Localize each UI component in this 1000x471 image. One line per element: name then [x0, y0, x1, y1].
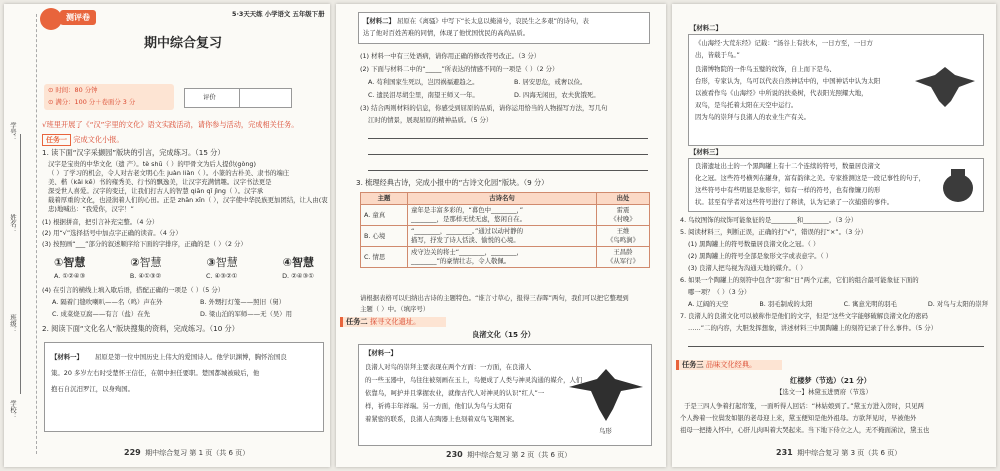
question-4: 4. 鸟纹图饰的纹饰可能象征的是________和________。（3 分）	[680, 216, 858, 224]
question-6-cont: 哪一项？（ ）（3 分）	[688, 288, 751, 296]
material-line: 良渚博物院的一件鸟玉璧的纹饰，自上而下是鸟、	[695, 65, 836, 73]
reading-line: 于是三四人争着打起帘笼，一面听得人回话：“林姑娘到了。”黛玉方进入房时，只见两	[684, 402, 924, 410]
sub-question-1: (1) 根据拼音，把引言补充完整。（4 分）	[42, 218, 159, 226]
article-title: 良渚文化（15 分）	[472, 330, 535, 339]
question-6: 6. 如果一个陶罐上的刻符中包含“羽”和“日”两个元素，它们的组合最可能象征下面的	[680, 276, 919, 284]
material-2-label: 【材料二】	[690, 24, 722, 32]
table-row	[361, 226, 650, 247]
option[interactable]: A. 辽阔的天空	[688, 300, 729, 308]
article-line: 的一些玉器中，鸟往往被刻画在玉上，鸟便成了人类与神灵沟通的媒介，人们	[365, 376, 583, 384]
material-line: 化之冠。这些符号横列在罐身，富有韵律之美。专家推测这是一段记事性的句子，	[695, 174, 926, 182]
material-line: 屈原是第一位中国历史上伟大的爱国诗人。他学识渊博，胸怀治国良	[95, 353, 287, 361]
school-label: 学校：	[9, 400, 17, 420]
glyph-option: ①智慧	[54, 256, 86, 269]
option[interactable]: C. 寓意光明的羽毛	[843, 300, 897, 308]
eval-label: 评价	[203, 93, 216, 101]
time-label: ⊙ 时间：80 分钟	[48, 86, 98, 94]
sub-question-2: (2) 下面与材料二中的“_____”所表达的情感不同的一项是（ ）（2 分）	[360, 65, 559, 73]
reading-line: 祖母一把搂入怀中，心肝儿肉叫着大哭起来。当下地下侍立之人，无不掩面涕泣，黛玉也	[680, 426, 930, 434]
table-cell: 王维	[616, 227, 630, 235]
option[interactable]: B. 居安思危，戒奢以俭。	[514, 78, 587, 86]
judgement-item[interactable]: (1) 黑陶罐上的符号数量居良渚文化之冠。（ ）	[688, 240, 820, 248]
page-number: 230	[446, 450, 463, 459]
option[interactable]: D. 四海无闲田，农夫犹饿死。	[514, 91, 600, 99]
page-footer: 期中综合复习 第 1 页（共 6 页）	[145, 449, 250, 457]
option[interactable]: B. 外甥打灯笼——照旧（舅）	[200, 298, 286, 306]
series-label: 5·3天天练 小学语文 五年级下册	[232, 10, 325, 18]
table-cell: C. 情思	[361, 247, 408, 268]
glyph-option: ③智慧	[206, 256, 238, 269]
question-3: 3. 梳理经典古诗，完成小报中的“古诗文化园”版块。（9 分）	[356, 178, 549, 187]
option[interactable]: C. 成菜烧豆腐——有言（盐）在先	[52, 310, 150, 318]
article-line: 良渚人对鸟的崇拜主要表现在两个方面：一方面，在良渚人	[365, 363, 532, 371]
table-cell: 《村晚》	[610, 215, 636, 223]
page-footer: 期中综合复习 第 3 页（共 6 页）	[797, 449, 902, 457]
article-line: 样，祈祷丰年祥瑞。另一方面，他们认为鸟与太阳有	[365, 402, 512, 410]
score-label: ⊙ 满分：100 分＋卷面分 3 分	[48, 98, 136, 106]
task3-title: 品味文化经典。	[705, 360, 757, 369]
table-cell: 《鸟鸣涧》	[607, 236, 639, 244]
material-line: 以被看作鸟《山海经》中所说的扶桑树，代表阳光照耀大地，	[695, 89, 868, 97]
task2-title: 探寻文化遗址。	[369, 317, 421, 326]
table-row	[361, 247, 650, 268]
table-cell: ________”的豪情壮志，令人敬佩。	[411, 257, 511, 265]
eval-box	[184, 88, 292, 108]
table-cell: 《从军行》	[607, 257, 639, 265]
intro-prefix: √班里开展了	[42, 120, 83, 129]
material-line: 因为鸟的崇拜与良渚人的农业生产有关。	[695, 113, 811, 121]
answer-line[interactable]	[368, 138, 648, 139]
task2-label: 任务二	[346, 317, 368, 326]
glyph-option: ②智慧	[130, 256, 162, 269]
question-1: 1. 读下面“汉字采撷园”版块的引言，完成练习。（15 分）	[42, 148, 225, 157]
option[interactable]: A. 苟利国家生死以，岂因祸福避趋之。	[368, 78, 479, 86]
table-row	[361, 205, 650, 226]
table-cell: 描写，抒发了诗人恬淡、愉悦的心境。	[411, 236, 520, 244]
badge: 测评卷	[60, 10, 96, 25]
judgement-item[interactable]: (2) 黑陶罐上的符号全部是象形文字或表意字。（ ）	[688, 252, 833, 260]
material-line: 良渚遗址出土的一个黑陶罐上有十二个连续的符号，数量居良渚文	[695, 162, 881, 170]
material-line: 达了他对百姓苦难的同情，体现了他忧国忧民的高尚品质。	[363, 29, 530, 37]
bird-jade-icon	[913, 65, 977, 109]
option[interactable]: B. ④①③②	[129, 272, 162, 280]
table-cell: B. 心境	[361, 226, 408, 247]
material-2-box	[358, 12, 650, 44]
page-1	[4, 4, 330, 467]
passage-line: 深受世人喜爱。汉字的变迁，让我们打古人的智慧 qiān qǐ jìng（ ）。汉字承	[48, 187, 264, 195]
material-line: 屈原在《离骚》中写下“长太息以掩涕兮，哀民生之多艰”的诗句，表	[397, 17, 589, 25]
page-number: 231	[776, 448, 793, 457]
material-line: 策。20 多岁左右时受楚怀王信任，在朝中担任要职。楚国都城被破后，他	[51, 369, 260, 377]
article-box	[358, 344, 652, 446]
reading-subtitle: 【选文一】林黛玉进贾府（节选）	[776, 388, 872, 396]
table-header: 古诗名句	[408, 193, 597, 205]
material-line: 这些符号中有些明显是象形字，如有一样的符号，也有像镰刀的形	[695, 186, 881, 194]
material-1-label: 【材料一】	[51, 353, 83, 361]
option[interactable]: B. 羽毛制成的太阳	[759, 300, 813, 308]
page-title: 期中综合复习	[144, 36, 223, 51]
material-line: 台形，专家认为，鸟可以代表自然神话中的，中国神话中认为太阳	[695, 77, 881, 85]
reading-title: 红楼梦（节选）（21 分）	[790, 376, 871, 385]
image-caption: 鸟形	[599, 427, 612, 435]
jade-bird-icon	[567, 365, 645, 423]
passage-line: （ ）了学习的机会，令人对古老文明心生 juàn liàn（ ）。小篆的古朴美、隶书的端庄	[48, 169, 290, 177]
student-id-label: 学号：	[9, 122, 17, 142]
sub-question-4: (4) 在引言的横线上填入歇后语，搭配正确的一项是（ ）（5 分）	[42, 286, 225, 294]
table-cell: 童年是丰富多彩的，“暮色中________，”	[411, 206, 524, 214]
task1-title: 完成文化小报。	[73, 135, 124, 144]
table-cell: A. 童真	[361, 205, 408, 226]
sub-question-3: (3) 按照画“___”部分的叙述顺序给下面的字排序，正确的是（ ）（2 分）	[42, 240, 247, 248]
intro-text: 《“汉”字里的文化》语文实践活动，请你参与活动，完成相关任务。	[82, 120, 299, 129]
table-cell: 雷震	[616, 206, 630, 214]
option[interactable]: A. ①②④③	[54, 272, 86, 280]
material-line: 抱石自沉汨罗江，以身殉国。	[51, 385, 135, 393]
table-cell: “________，________。”通过以动衬静的	[411, 227, 524, 235]
judgement-item[interactable]: (3) 良渚人把鸟视为沟通天地的媒介。（ ）	[688, 264, 807, 272]
table-note-cont: 主题（ ）中。（填序号）	[360, 305, 430, 313]
question-7: 7. 良渚人的良渚文化可以被称作是他们的文字，但是“这些文字能够破解良渚文化的密码	[680, 312, 928, 320]
sub-question-2: (2) 用“√”选择括号中加点字正确的读音。（4 分）	[42, 229, 182, 237]
table-note: 请根据表格可以归纳出古诗的主题特色。“谁言寸草心，报得三春晖”两句，我们可以把它整理到	[360, 294, 629, 302]
question-2: 2. 阅读下面“文化名人”版块搜集的资料，完成练习。（10 分）	[42, 324, 239, 333]
option[interactable]: C. 遗民泪尽胡尘里，南望王师又一年。	[368, 91, 479, 99]
question-5: 5. 阅读材料三，判断正误，正确的打“√”，错误的打“×”。（3 分）	[680, 228, 868, 236]
answer-line[interactable]	[368, 170, 648, 171]
answer-line[interactable]	[368, 154, 648, 155]
reading-line: 个人搀着一位鬓发如银的老母迎上来，黛玉便知是他外祖母。方欲拜见时，早被他外	[680, 414, 917, 422]
glyph-option: ④智慧	[282, 256, 314, 269]
passage-line: 美、楷（kǎi kē）书的雍秀美、行书的飘逸美，让汉字充满情趣。汉字书法更是	[48, 178, 272, 186]
material-2-box	[688, 34, 984, 146]
task3-label: 任务三	[682, 360, 704, 369]
material-3-label: 【材料三】	[690, 148, 722, 156]
black-pottery-jar-icon	[940, 166, 976, 204]
class-label: 班级：	[9, 314, 17, 334]
task1-label: 任务一	[42, 134, 71, 146]
poem-table	[360, 192, 650, 268]
material-line: 《山海经·大荒东经》记载：“汤谷上有扶木，一日方至，一日方	[695, 39, 873, 47]
option[interactable]: C. ④③②①	[205, 272, 238, 280]
page-number: 229	[124, 448, 141, 457]
name-label: 姓名：	[9, 214, 17, 234]
passage-line: 载着厚重的文化，也浸润着人们的心田。正是 zhān xīn（ ），汉字使中华民族更加团结，让人由(衷	[48, 196, 328, 204]
table-cell: ________，是那样无忧无虑，悠闲自在。	[411, 215, 527, 223]
material-1-box	[44, 342, 324, 432]
material-2-label: 【材料二】	[363, 17, 395, 25]
table-header: 主题	[361, 193, 408, 205]
page-footer: 期中综合复习 第 2 页（共 6 页）	[467, 451, 572, 459]
table-cell: 戍守边关的将士“________，________，	[411, 248, 523, 256]
sub-question-3-cont: 江时的情景，展现屈原的精神品质。（5 分）	[368, 116, 493, 124]
material-label: 【材料一】	[365, 349, 397, 357]
material-line: 状。甚至有学者对这些符号进行了释读，认为记录了一次捕猎的事件。	[695, 198, 894, 206]
question-7-cont: ……”二的内容，大胆发挥想象，讲述材料三中黑陶罐上的刻符记录了什么事件。（5 分）	[688, 324, 938, 332]
article-line: 依靠鸟，呵护并且掌握农业，就像古代人对神灵的认识“红人”一	[365, 389, 545, 397]
mascot-icon	[40, 8, 62, 30]
material-line: 出，皆载于鸟。”	[695, 51, 740, 59]
page-2	[336, 4, 666, 467]
article-line: 着紧密的联系，良渚人在陶器上也刻着双鸟飞翔图案。	[365, 415, 519, 423]
passage-line: 忠)地喊出：“我爱你，汉字！”	[48, 205, 134, 213]
sub-question-3: (3) 结合两则材料的信息，你感受到屈原的品质，请你运用恰当的人物描写方法，写几句	[360, 104, 608, 112]
option[interactable]: D. ②④③①	[282, 272, 314, 280]
table-cell: 王昌龄	[613, 248, 633, 256]
table-header: 出处	[597, 193, 650, 205]
page-3	[672, 4, 996, 467]
material-line: 双鸟，是鸟托着太阳在天空中运行。	[695, 101, 798, 109]
sub-question-1: (1) 材料一中有三处语病，请你用正确的修改符号改正。（3 分）	[360, 52, 541, 60]
answer-line[interactable]	[688, 346, 984, 347]
option[interactable]: D. 梁山泊的军师——无（吴）用	[200, 310, 293, 318]
option[interactable]: A. 隔着门缝吹喇叭——名（鸣）声在外	[52, 298, 163, 306]
passage-line: 汉字是宝贵的中华文化（遗 产）。tè shū（ ）的甲骨文为后人提供(gòng)	[48, 160, 256, 168]
option[interactable]: D. 对鸟与太阳的崇拜	[927, 300, 988, 308]
